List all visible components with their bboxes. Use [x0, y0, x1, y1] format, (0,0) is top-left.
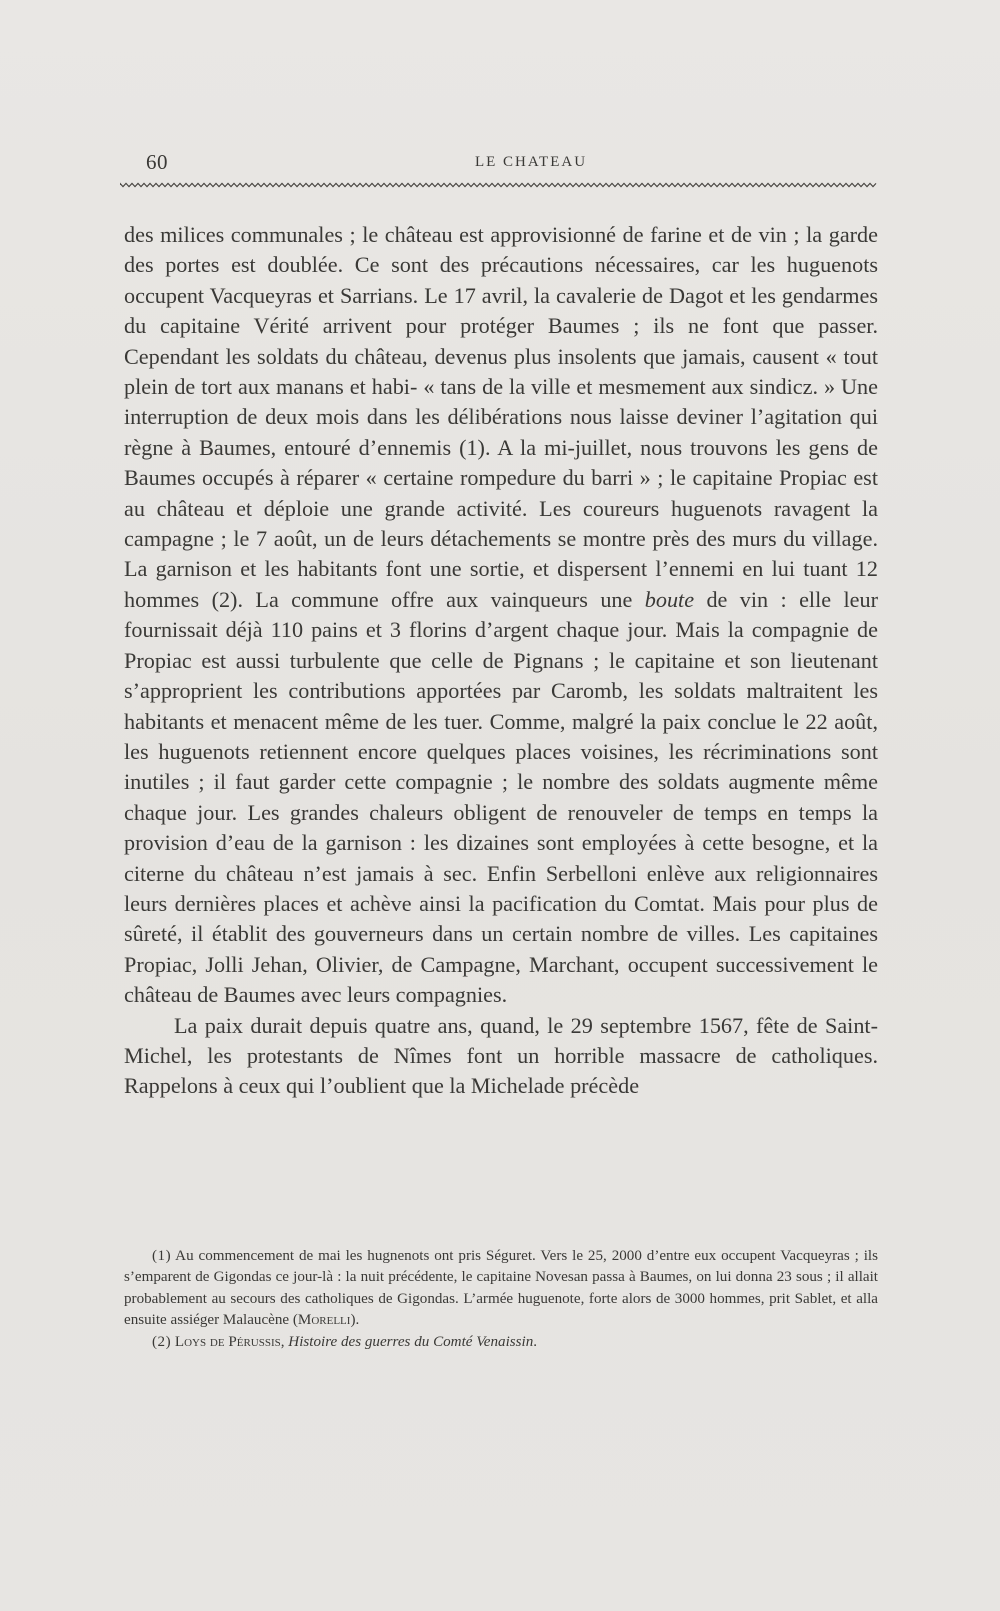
running-title: LE CHATEAU — [474, 154, 588, 170]
paragraph-1 — [124, 220, 878, 1011]
footnote-1-marker: (1) — [152, 1248, 172, 1264]
body-text — [124, 220, 878, 1102]
paragraph-2: La paix durait depuis quatre ans, quand, le 29 septembre 1567, fête de Saint-Michel, les protestants de Nîmes font un horrible massacre de catholiques. Rappelons à ceux qui l’oublient que la Michelade précède — [124, 1012, 878, 1099]
footnote-1-close: ). — [350, 1312, 360, 1329]
footnote-2-author: Loys de Pérussis — [174, 1333, 281, 1350]
footnotes — [124, 1246, 878, 1353]
footnote-2-close: . — [533, 1333, 538, 1350]
paragraph-1-part-a: des milices communales ; le château est approvisionné de farine et de vin ; la garde des portes est doublée. Ce sont des précautions nécessaires, car les huguenots occupent Vacqueyras et Sarrians. Le 17 avril, la cavalerie de Dagot et les gendarmes du capitaine Vérité arrivent pour protéger Baumes ; ils ne font que passer. Cependant les soldats du château, devenus plus insolents que jamais, causent « tout plein de tort aux manans et habi- « tans de la ville et mesmement aux sindicz. » Une interruption de deux mois dans les délibérations nous laisse deviner l’agitation qui règne à Baumes, entouré d’ennemis (1). A la mi-juillet, nous trouvons les gens de Baumes occupés à réparer « certaine rompedure du barri » ; le capitaine Propiac est au château et déploie une grande activité. Les coureurs huguenots ravagent la campagne ; le 7 août, un de leurs détachements se montre près des murs du village. La garnison et les habitants font une sortie, et dispersent l’ennemi en lui tuant 12 hommes (2). La commune offre aux vainqueurs une — [124, 222, 878, 612]
footnote-2-separator: , — [280, 1333, 289, 1350]
paragraph-1-italic-word: boute — [644, 586, 695, 612]
footnote-1 — [124, 1246, 878, 1332]
page-number: 60 — [146, 150, 168, 174]
running-head — [146, 150, 876, 180]
footnote-2 — [124, 1332, 878, 1353]
footnote-2-marker: (2) — [152, 1333, 172, 1350]
footnote-2-title: Histoire des guerres du Comté Venaissin — [288, 1333, 534, 1350]
footnote-1-text: Au commencement de mai les hugnenots ont pris Séguret. Vers le 25, 2000 d’entre eux occupent Vacqueyras ; ils s’emparent de Gigondas ce jour-là : la nuit précédente, le capitaine Novesan passa à Baumes, on lui donna 23 sous ; il allait probablement au secours des catholiques de Gigondas. L’armée huguenote, forte alors de 3000 hommes, prit Sablet, et alla ensuite assiéger Malaucène ( — [124, 1248, 878, 1329]
wavy-rule-divider — [120, 180, 877, 190]
paragraph-1-part-b: de vin : elle leur fournissait déjà 110 pains et 3 florins d’argent chaque jour. Mais la compagnie de Propiac est aussi turbulente que celle de Pignans ; le capitaine et son lieutenant s’approprient les contributions apportées par Caromb, les soldats maltraitent les habitants et menacent même de les tuer. Comme, malgré la paix conclue le 22 août, les huguenots retiennent encore quelques places voisines, les récriminations sont inutiles ; il faut garder cette compagnie ; le nombre des soldats augmente même chaque jour. Les grandes chaleurs obligent de renouveler de temps en temps la provision d’eau de la garnison : les dizaines sont employées à cette besogne, et la citerne du château n’est jamais à sec. Enfin Serbelloni enlève aux religionnaires leurs dernières places et achève ainsi la pacification du Comtat. Mais pour plus de sûreté, il établit des gouverneurs dans un certain nombre de villes. Les capitaines Propiac, Jolli Jehan, Olivier, de Campagne, Marchant, occupent successivement le château de Baumes avec leurs compagnies. — [124, 586, 878, 1008]
footnote-1-author: Morelli — [297, 1312, 351, 1329]
